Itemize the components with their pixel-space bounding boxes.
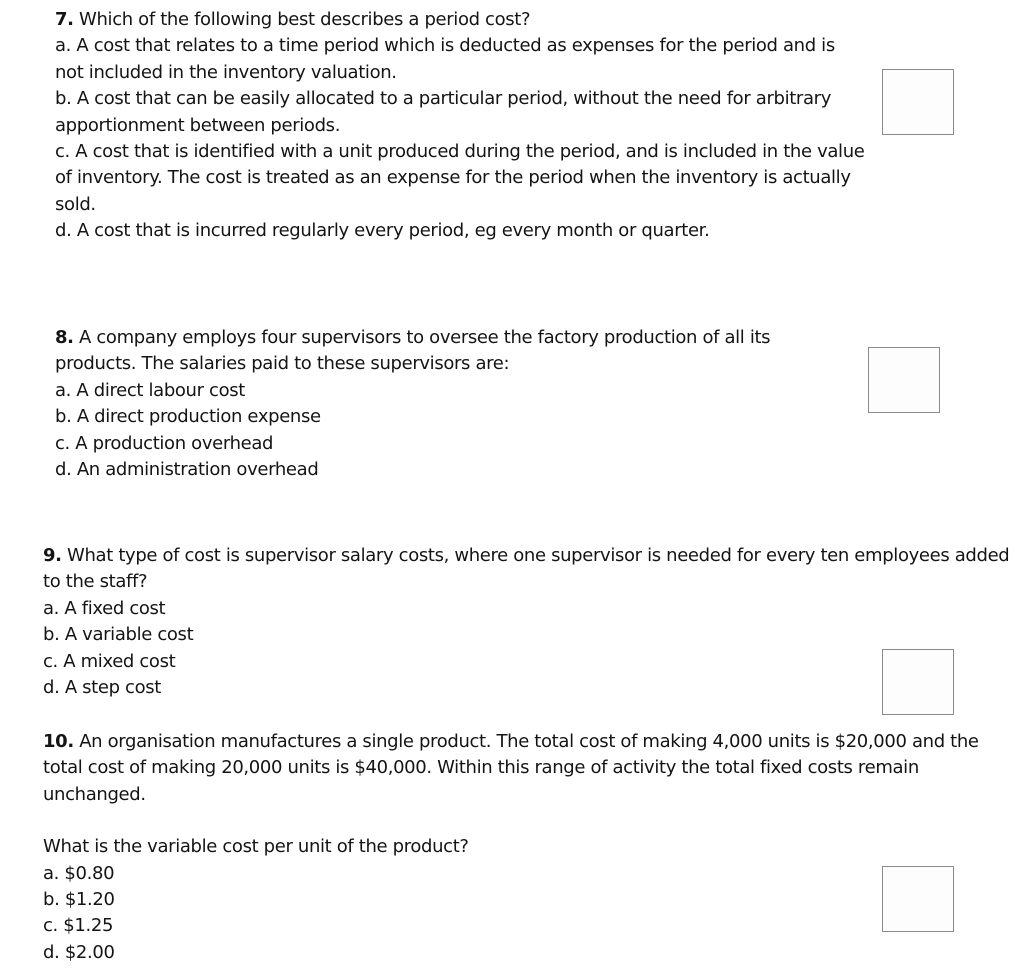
question-8-number: 8. bbox=[55, 327, 74, 348]
question-8-answer-box[interactable] bbox=[868, 347, 940, 413]
question-7-option-d: d. A cost that is incurred regularly every period, eg every month or quarter. bbox=[55, 220, 710, 242]
question-10-option-a: a. $0.80 bbox=[43, 862, 115, 884]
question-10-option-b: b. $1.20 bbox=[43, 889, 115, 911]
question-9-option-c: c. A mixed cost bbox=[43, 650, 176, 672]
question-7-stem-text: Which of the following best describes a period cost? bbox=[79, 9, 531, 30]
question-10 bbox=[43, 729, 1021, 966]
question-9-stem-text: What type of cost is supervisor salary costs, where one supervisor is needed for every ten employees added to the staff? bbox=[43, 545, 1010, 593]
question-7-option-b: b. A cost that can be easily allocated to a particular period, without the need for arbitrary apportionment between periods. bbox=[55, 88, 832, 136]
question-10-stem bbox=[43, 729, 1021, 808]
question-10-answer-box[interactable] bbox=[882, 866, 954, 932]
question-9 bbox=[43, 543, 1018, 701]
question-10-stem-text: An organisation manufactures a single product. The total cost of making 4,000 units is $20,000 and the total cost of making 20,000 units is $40,000. Within this range of activity the total fixed costs remain unchanged. bbox=[43, 731, 979, 805]
question-10-spacer bbox=[43, 808, 1021, 834]
question-7 bbox=[55, 7, 865, 245]
question-7-stem bbox=[55, 7, 865, 33]
question-8-option-b: b. A direct production expense bbox=[55, 406, 321, 428]
question-7-number: 7. bbox=[55, 9, 74, 30]
question-9-number: 9. bbox=[43, 545, 62, 566]
question-10-number: 10. bbox=[43, 731, 74, 752]
question-8-option-a: a. A direct labour cost bbox=[55, 379, 245, 401]
question-9-answer-box[interactable] bbox=[882, 649, 954, 715]
question-9-option-d: d. A step cost bbox=[43, 677, 162, 699]
question-9-option-a: a. A fixed cost bbox=[43, 597, 166, 619]
question-10-option-d: d. $2.00 bbox=[43, 941, 115, 963]
question-10-sub-question: What is the variable cost per unit of the product? bbox=[43, 836, 469, 858]
question-8-option-d: d. An administration overhead bbox=[55, 459, 319, 481]
question-8-stem-text: A company employs four supervisors to oversee the factory production of all its products. The salaries paid to these supervisors are: bbox=[55, 327, 771, 375]
question-8 bbox=[55, 325, 855, 483]
question-7-answer-box[interactable] bbox=[882, 69, 954, 135]
question-7-option-c: c. A cost that is identified with a unit produced during the period, and is included in the value of inventory. The cost is treated as an expense for the period when the inventory is actually sold. bbox=[55, 141, 865, 215]
question-10-option-c: c. $1.25 bbox=[43, 915, 114, 937]
question-7-option-a: a. A cost that relates to a time period which is deducted as expenses for the period and is not included in the inventory valuation. bbox=[55, 35, 835, 83]
question-9-stem bbox=[43, 543, 1018, 596]
question-9-option-b: b. A variable cost bbox=[43, 624, 194, 646]
question-8-option-c: c. A production overhead bbox=[55, 432, 274, 454]
question-8-stem bbox=[55, 325, 855, 378]
